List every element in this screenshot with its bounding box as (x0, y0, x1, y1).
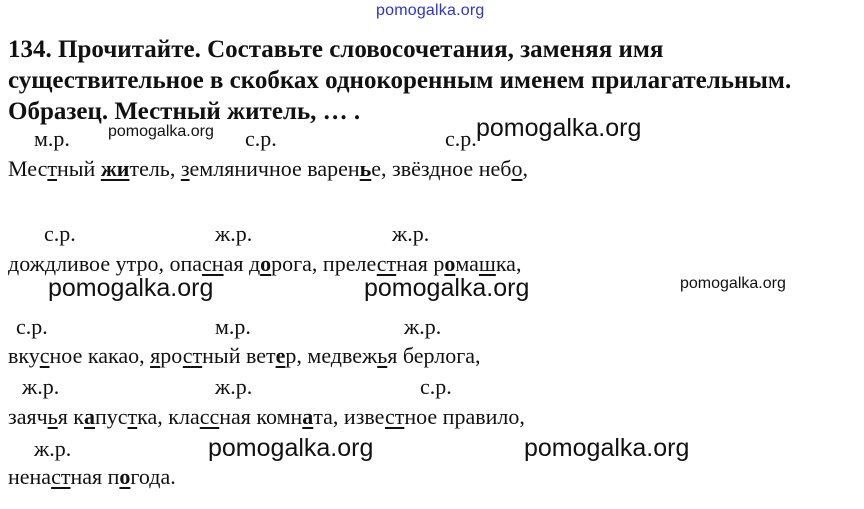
watermark-top: pomogalka.org (376, 2, 485, 19)
text-segment: ная р (396, 251, 445, 276)
phrase-line-5 (8, 464, 176, 490)
underlined-letters: ь (359, 156, 372, 181)
gender-label: с.р. (16, 314, 48, 339)
gender-label: ж.р. (392, 221, 430, 246)
gender-label: м.р. (34, 126, 70, 151)
watermark: pomogalka.org (680, 275, 786, 292)
task-heading (8, 34, 791, 127)
text-segment: года. (130, 464, 176, 489)
text-segment: ное какао, (49, 343, 151, 368)
underlined-letters: ст (376, 251, 397, 276)
underlined-letters: т (127, 404, 138, 429)
underlined-letters: ст (182, 343, 203, 368)
phrase-line-1 (8, 156, 528, 182)
watermark: pomogalka.org (364, 274, 530, 302)
underlined-letters: я (150, 343, 161, 368)
underlined-letters: ш (478, 251, 496, 276)
task-line-2: существительное в скобках однокоренным именем прилагательным. (8, 67, 792, 94)
gender-label: м.р. (215, 314, 251, 339)
watermark: pomogalka.org (476, 114, 642, 142)
text-segment: нена (8, 464, 52, 489)
underlined-letters: т (47, 156, 57, 181)
gender-label: с.р. (445, 126, 477, 151)
watermark: pomogalka.org (48, 274, 214, 302)
text-segment: дож (8, 251, 45, 276)
text-segment: ма (455, 251, 479, 276)
text-segment: я берлога, (387, 343, 481, 368)
underlined-letters: о (444, 251, 456, 276)
gender-label: с.р. (420, 374, 452, 399)
text-segment: емляничное варен (189, 156, 360, 181)
underlined-letters: жи (100, 156, 130, 181)
underlined-letters: сн (202, 251, 224, 276)
text-segment: Мес (8, 156, 48, 181)
text-segment: ая д (223, 251, 261, 276)
underlined-letters: ь (47, 404, 58, 429)
gender-label: с.р. (44, 221, 76, 246)
watermark: pomogalka.org (208, 434, 374, 462)
text-segment: тель, (129, 156, 181, 181)
text-segment: ро (160, 343, 183, 368)
text-segment: ная комн (219, 404, 303, 429)
underlined-letters: ст (384, 404, 405, 429)
text-segment: ный (56, 156, 101, 181)
text-segment: заяч (8, 404, 48, 429)
text-segment: р, медвеж (285, 343, 378, 368)
underlined-letters: о (119, 464, 131, 489)
text-segment: ный вет (202, 343, 276, 368)
text-segment: е, звёздное неб (371, 156, 512, 181)
phrase-line-3 (8, 343, 481, 369)
text-segment: вку (8, 343, 40, 368)
gender-label: с.р. (245, 126, 277, 151)
gender-label: ж.р. (22, 374, 60, 399)
watermark: pomogalka.org (524, 434, 690, 462)
gender-label: ж.р. (34, 436, 72, 461)
phrase-line-4 (8, 404, 525, 430)
text-segment: рога, преле (271, 251, 377, 276)
underlined-letters: а (84, 404, 95, 429)
text-segment: ное правило, (404, 404, 525, 429)
watermark: pomogalka.org (108, 123, 214, 140)
underlined-letters: ь (377, 343, 388, 368)
gender-label: ж.р. (404, 314, 442, 339)
underlined-letters: о (260, 251, 272, 276)
underlined-letters: ст (51, 464, 71, 489)
text-segment: ливое утро, опа (56, 251, 203, 276)
underlined-letters: с (39, 343, 50, 368)
underlined-letters: е (275, 343, 286, 368)
text-segment: та, изве (313, 404, 385, 429)
gender-label: ж.р. (215, 221, 253, 246)
task-line-1: 134. Прочитайте. Составьте словосочетания, заменяя имя (8, 36, 664, 63)
gender-label: ж.р. (215, 374, 253, 399)
text-segment: ка, (495, 251, 522, 276)
underlined-letters: а (302, 404, 314, 429)
underlined-letters: з (180, 156, 190, 181)
underlined-letters: сс (199, 404, 220, 429)
underlined-letters: о (511, 156, 523, 181)
text-segment: пус (95, 404, 128, 429)
task-line-3: Образец. Местный житель, … . (8, 98, 361, 125)
underlined-letters: д (44, 251, 57, 276)
text-segment: ка, кла (137, 404, 200, 429)
text-segment: ная п (70, 464, 120, 489)
text-segment: , (522, 156, 528, 181)
text-segment: я к (57, 404, 84, 429)
